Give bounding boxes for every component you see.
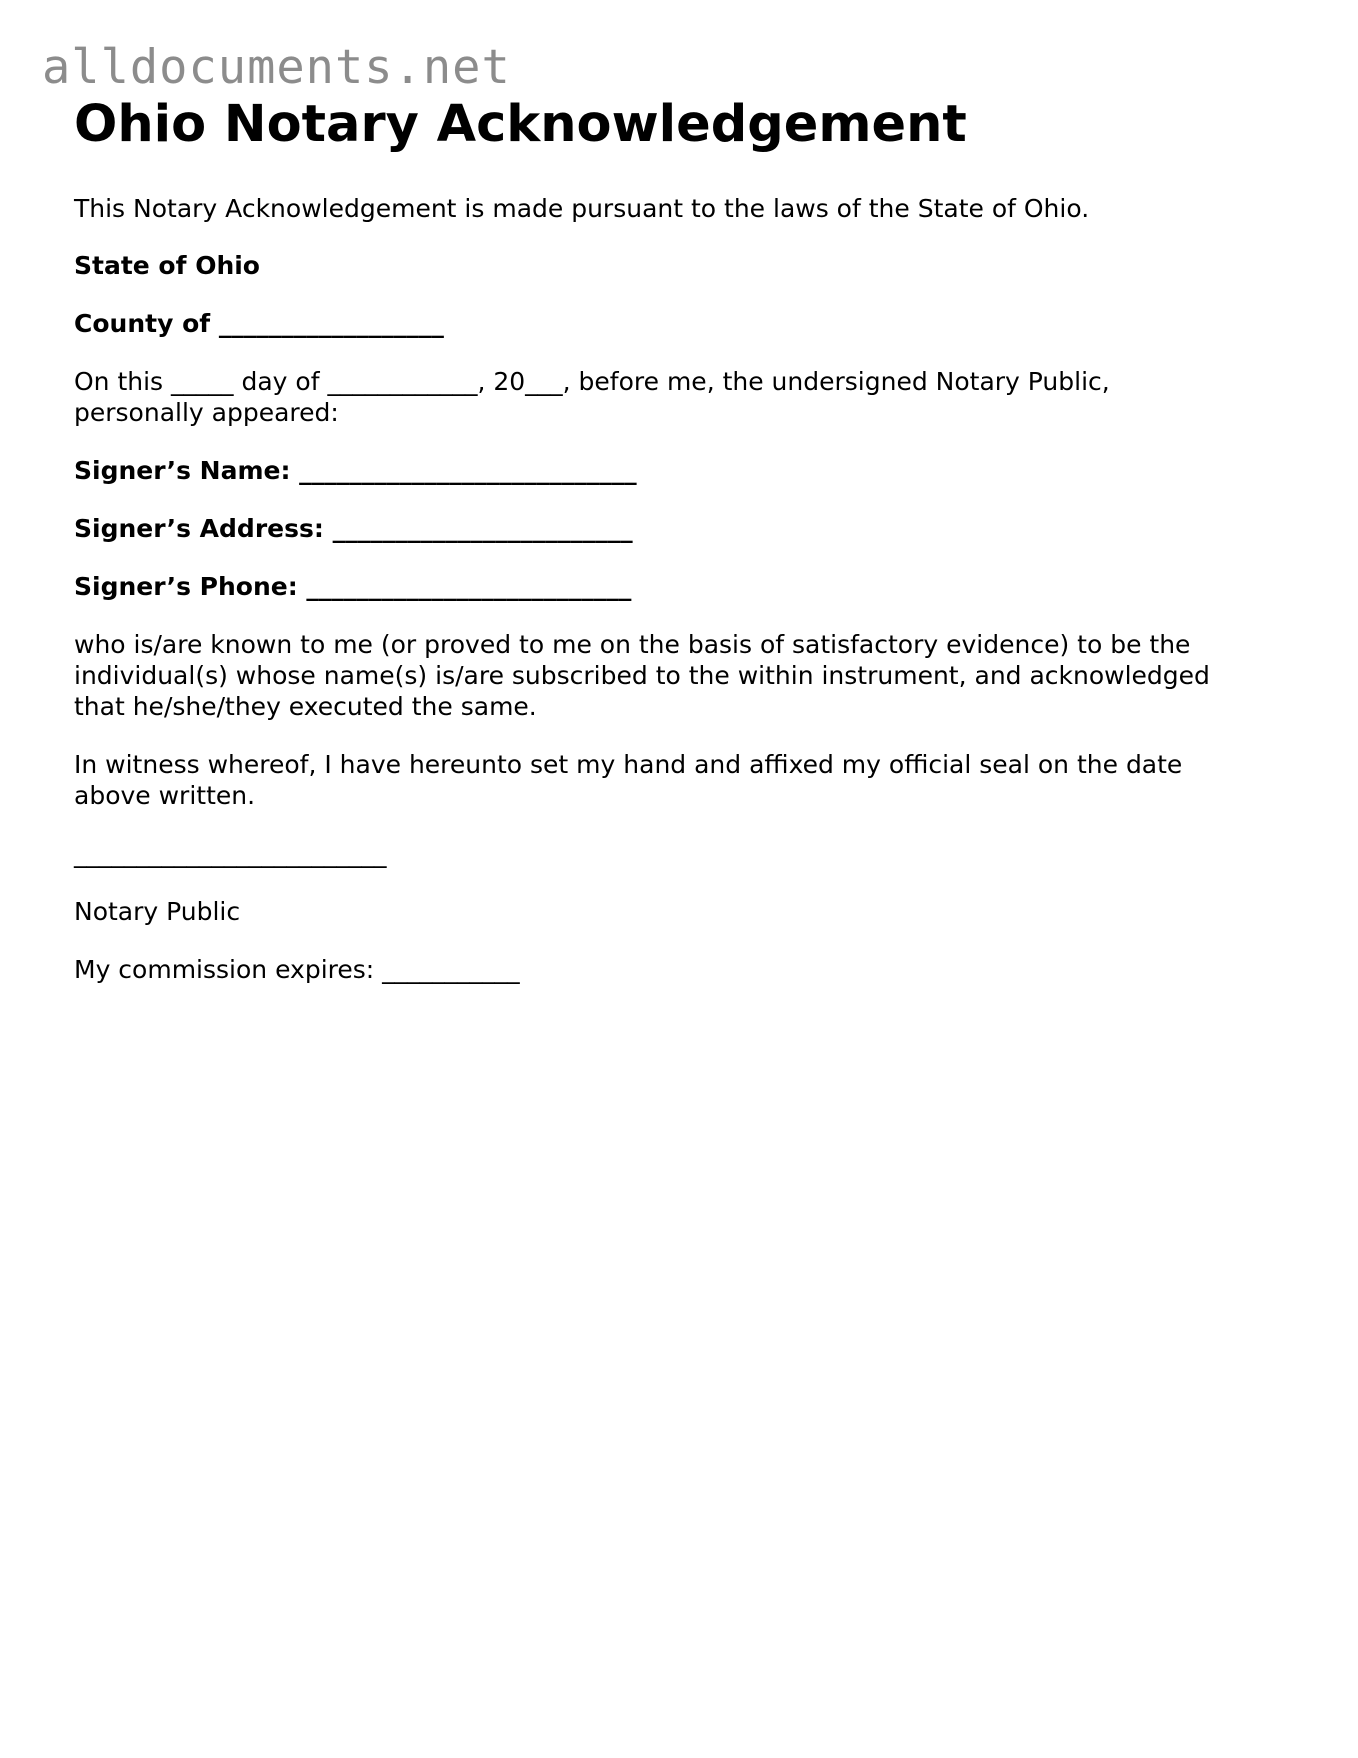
county-field: County of __________________ [74,309,444,338]
witness-paragraph-line-2: above written. [74,781,256,810]
document-title: Ohio Notary Acknowledgement [74,95,967,154]
notary-signature-line: _________________________ [74,839,387,868]
notary-public-label: Notary Public [74,897,241,926]
date-line: On this _____ day of ____________, 20___, before me, the undersigned Notary Public, [74,367,1110,396]
known-paragraph-line-3: that he/she/they executed the same. [74,692,537,721]
signer-name-field: Signer’s Name: ___________________________ [74,456,637,485]
intro-paragraph: This Notary Acknowledgement is made pursuant to the laws of the State of Ohio. [74,194,1090,223]
signer-address-field: Signer’s Address: ________________________ [74,514,633,543]
known-paragraph-line-1: who is/are known to me (or proved to me on the basis of satisfactory evidence) to be the [74,630,1191,659]
state-label: State of Ohio [74,251,260,280]
commission-expires-field: My commission expires: ___________ [74,955,520,984]
known-paragraph-line-2: individual(s) whose name(s) is/are subscribed to the within instrument, and acknowledged [74,661,1210,690]
witness-paragraph-line-1: In witness whereof, I have hereunto set my hand and affixed my official seal on the date [74,750,1183,779]
date-line-continued: personally appeared: [74,398,339,427]
signer-phone-field: Signer’s Phone: __________________________ [74,572,632,601]
watermark: alldocuments.net [42,40,511,95]
